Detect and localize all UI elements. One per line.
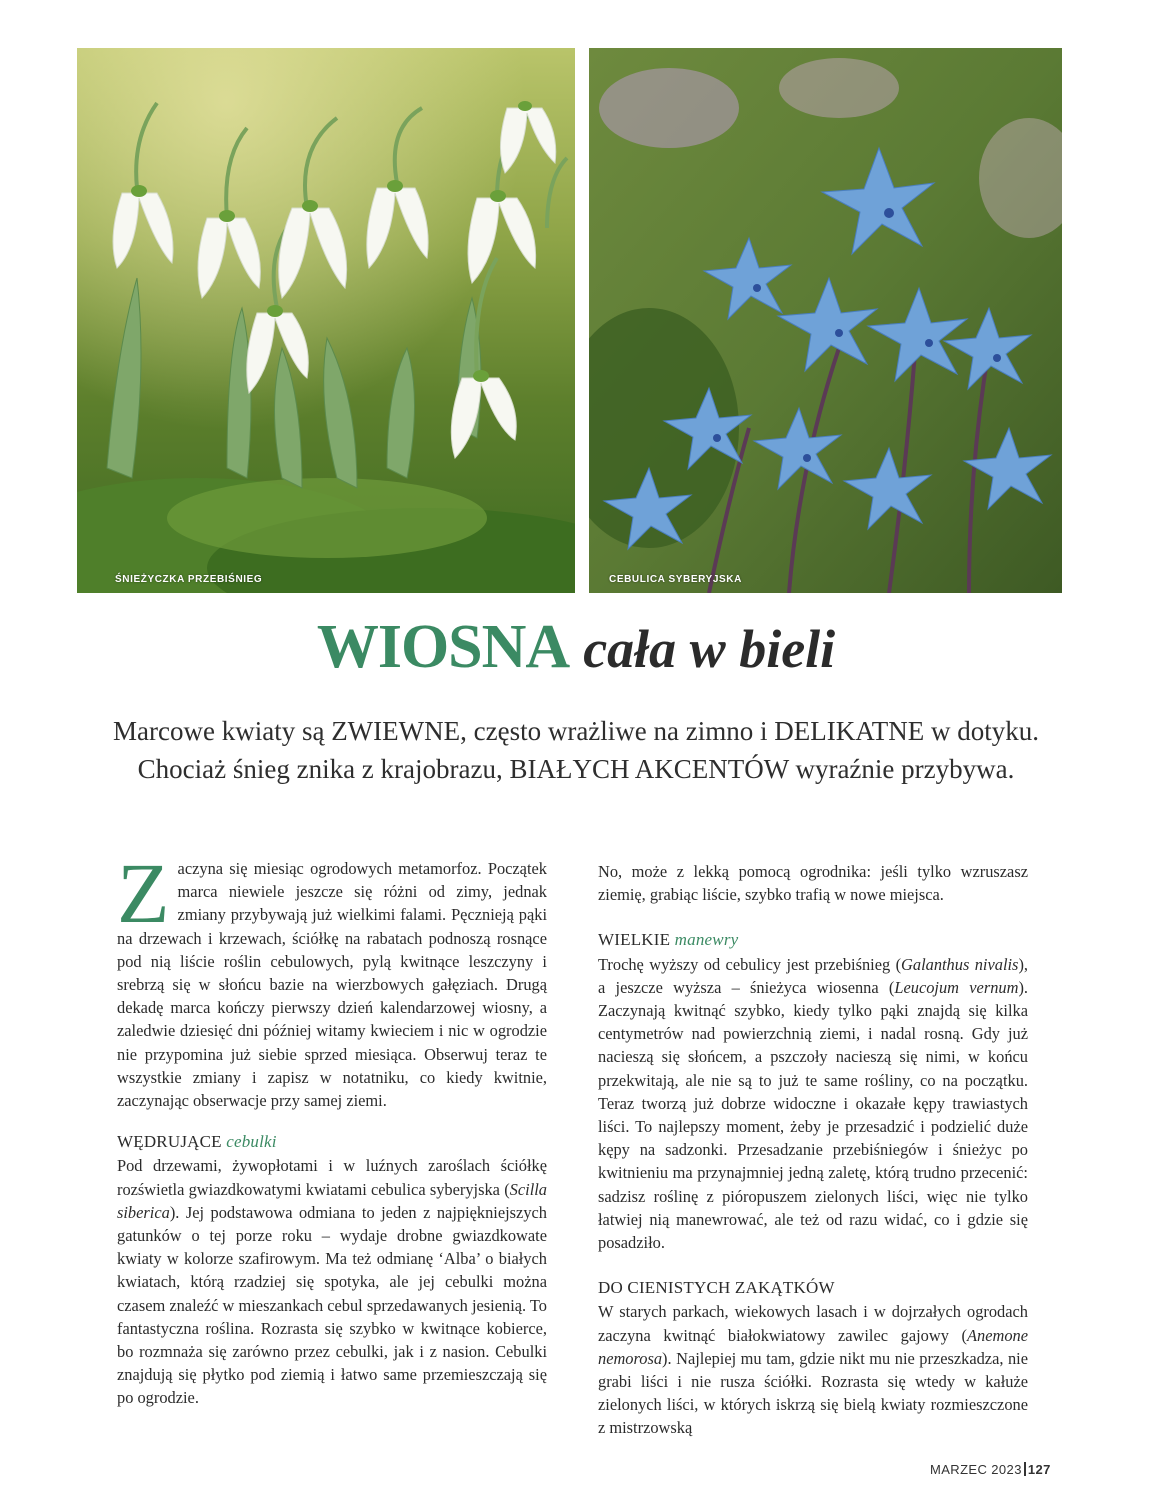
continuation-paragraph: No, może z lekką pomocą ogrodnika: jeśli tylko wzruszasz ziemię, grabiąc liście, szybko trafią w nowe miejsca. bbox=[598, 862, 1028, 905]
squill-image bbox=[589, 48, 1062, 593]
subhead-cieniste: DO CIENISTYCH ZAKĄTKÓW bbox=[598, 1278, 835, 1298]
photo-siberian-squill bbox=[589, 48, 1062, 593]
folio-divider bbox=[1024, 1462, 1026, 1476]
title-sub: cała w bieli bbox=[583, 619, 836, 679]
left-column bbox=[117, 845, 547, 1410]
scilla-paragraph: Pod drzewami, żywopłotami i w luźnych zaroślach ściółkę rozświetla gwiazdkowatymi kwiatami cebulica syberyjska (Scilla siberica). Jej podstawowa odmiana to jeden z najpiękniejszych gatunków o tej porze roku – wydaje drobne gwiazdkowate kwiaty w kolorze szafirowym. Ma też odmianę ‘Alba’ o białych kwiatach, którą rzadziej się spotyka, ale jej cebulki można czasem znaleźć w mieszankach cebul sprzedawanych jesienią. To fantastyczna roślina. Rozrasta się szybko w kwitnące kobierce, bo rozmnaża się zarówno przez cebulki, jak i z nasion. Cebulki znajdują się płytko pod ziemią i łatwo same przemieszczają się po ogrodzie. bbox=[117, 1156, 547, 1408]
anemone-paragraph: W starych parkach, wiekowych lasach i w dojrzałych ogrodach zaczyna kwitnąć białokwiatowy zawilec gajowy (Anemone nemorosa). Najlepiej mu tam, gdzie nikt mu nie przeszkadza, nie grabi liści i nie rusza ściółki. Rozrasta się wtedy w kałuże zielonych liści, w których iskrzą się bielą kwiaty rozmieszczone z mistrzowską bbox=[598, 1302, 1028, 1438]
subhead-wedrujace: WĘDRUJĄCE cebulki bbox=[117, 1132, 277, 1152]
page-folio bbox=[930, 1462, 1051, 1477]
intro-paragraph: Zaczyna się miesiąc ogrodowych metamorfoz. Początek marca niewiele jeszcze się różni od zimy, jednak zmiany przybywają już wielkimi falami. Pęcznieją pąki na drzewach i krzewach, ściółkę na rabatach podnoszą rosnące pod nią liście roślin cebulowych, pylą kwitnące leszczyny i srebrzą się w słońcu bazie na wierzbowych gałęziach. Drugą dekadę marca kończy pierwszy dzień kalendarzowej wiosny, a zaledwie dziesięć dni później witamy kwieciem i nic w ogrodzie nie przypomina już siebie sprzed miesiąca. Obserwuj teraz te wszystkie zmiany i zapisz w notatniku, co kiedy kwitnie, zaczynając obserwacje przy samej ziemi. bbox=[117, 845, 547, 1111]
right-column bbox=[598, 860, 1028, 1440]
snowdrops-image bbox=[77, 48, 575, 593]
title-main: WIOSNA bbox=[316, 613, 570, 681]
photo-caption-squill: CEBULICA SYBERYJSKA bbox=[609, 574, 742, 585]
lead-paragraph: Marcowe kwiaty są ZWIEWNE, często wrażliwe na zimno i DELIKATNE w dotyku. Chociaż śnieg znika z krajobrazu, BIAŁYCH AKCENTÓW wyraźnie przybywa. bbox=[113, 716, 1039, 784]
issue-label: MARZEC 2023 bbox=[930, 1462, 1022, 1477]
drop-cap: Z bbox=[117, 845, 170, 941]
subhead-wielkie: WIELKIE manewry bbox=[598, 930, 739, 950]
photo-snowdrops bbox=[77, 48, 575, 593]
article-title bbox=[0, 612, 1152, 683]
photo-caption-snowdrop: ŚNIEŻYCZKA PRZEBIŚNIEG bbox=[115, 574, 263, 585]
galanthus-paragraph: Trochę wyższy od cebulicy jest przebiśnieg (Galanthus nivalis), a jeszcze wyższa – śnieżyca wiosenna (Leucojum vernum). Zaczynają kwitnąć szybko, kiedy tylko pąki znajdą się kilka centymetrów nad powierzchnią ziemi, i nadal rosną. Gdy już nacieszą się słońcem, a pszczoły nacieszą się nimi, w końcu przekwitają, ale nie są to już te same rośliny, co na początku. Teraz tworzą już dobrze widoczne i okazałe kępy trawiastych liści. To najlepszy moment, żeby je przesadzić i podzielić duże kępy na sadzonki. Przesadzanie przebiśniegów i śnieżyc po kwitnieniu ma przynajmniej jedną zaletę, którą trudno przecenić: sadzisz roślinę z pióropuszem zielonych liści, więc nie tylko łatwiej nią manewrować, ale też od razu widać, co i gdzie się posadziło. bbox=[598, 954, 1028, 1253]
page-number: 127 bbox=[1027, 1462, 1051, 1477]
